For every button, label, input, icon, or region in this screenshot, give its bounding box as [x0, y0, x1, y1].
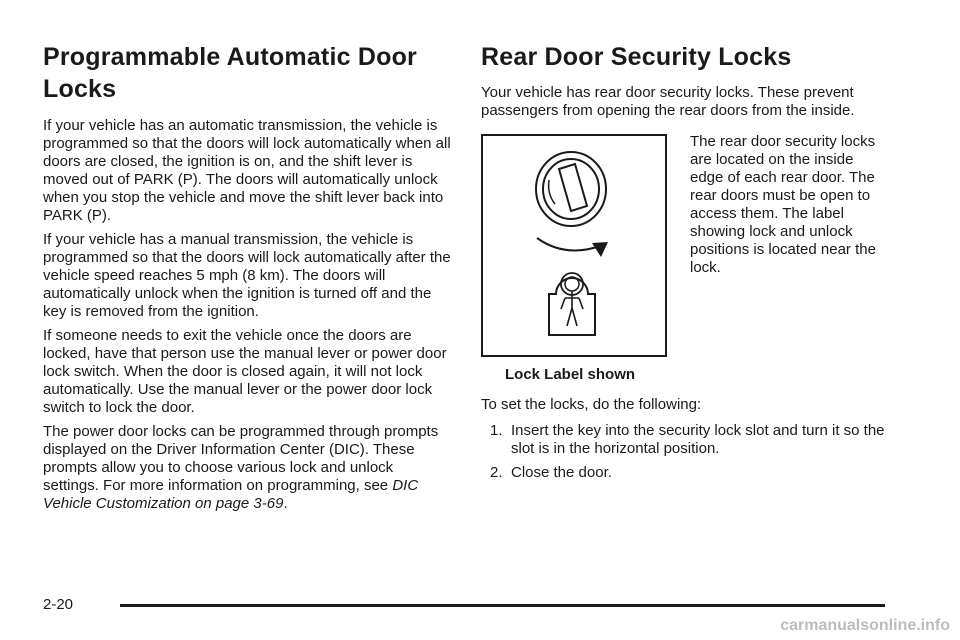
paragraph-rear-locks-intro: Your vehicle has rear door security locks. These prevent passengers from opening the rear doors from the inside.	[481, 84, 855, 119]
steps-list	[481, 422, 901, 482]
figure-caption: Lock Label shown	[505, 366, 636, 383]
turn-arrow-icon	[537, 238, 600, 251]
step-item	[481, 464, 901, 482]
lock-label-figure	[481, 134, 667, 357]
step-text: Insert the key into the security lock slot and turn it so the slot is in the horizontal position.	[511, 422, 885, 457]
step-text: Close the door.	[511, 464, 612, 481]
left-column	[43, 41, 451, 519]
paragraph-programming	[43, 423, 451, 513]
programming-text: The power door locks can be programmed through prompts displayed on the Driver Information Center (DIC). These prompts allow you to choose various lock and unlock settings. For more information on programming, see	[43, 423, 439, 494]
programming-end: .	[283, 495, 288, 512]
step-number: 2.	[490, 464, 503, 481]
footer-rule	[120, 604, 885, 607]
watermark: carmanualsonline.info	[780, 617, 950, 634]
section-title-rear-security-locks: Rear Door Security Locks	[481, 43, 792, 71]
paragraph-exit-vehicle: If someone needs to exit the vehicle once the doors are locked, have that person use the manual lever or power door lock switch. When the door is closed again, it will not lock automatically. Use the manual lever or the power door lock switch to lock the door.	[43, 327, 447, 416]
step-item	[481, 422, 901, 458]
dic-reference-link[interactable]: DIC Vehicle Customization on page 3-69	[43, 477, 419, 512]
child-safety-icon	[549, 273, 595, 335]
paragraph-automatic-transmission: If your vehicle has an automatic transmission, the vehicle is programmed so that the doors will lock automatically when all doors are closed, the ignition is on, and the shift lever is moved out of PARK (P). The doors will automatically unlock when you stop the vehicle and move the shift lever back into PARK (P).	[43, 117, 451, 224]
paragraph-manual-transmission: If your vehicle has a manual transmission, the vehicle is programmed so that the doors will lock automatically after the vehicle speed reaches 5 mph (8 km). The doors will automatically unlock when the ignition is turned off and the key is removed from the ignition.	[43, 231, 451, 320]
figure-row	[481, 134, 901, 396]
key-slot-icon	[559, 164, 587, 211]
page-number: 2-20	[43, 596, 74, 613]
lock-label-illustration	[483, 136, 669, 359]
section-title-door-locks: Programmable Automatic Door Locks	[43, 43, 417, 103]
paragraph-lock-location: The rear door security locks are located on the inside edge of each rear door. The rear doors must be open to access them. The label showing lock and unlock positions is located near the lock.	[690, 133, 876, 276]
step-number: 1.	[490, 422, 503, 439]
steps-intro: To set the locks, do the following:	[481, 396, 702, 413]
lock-cylinder-icon	[536, 152, 606, 226]
right-column	[481, 41, 901, 488]
